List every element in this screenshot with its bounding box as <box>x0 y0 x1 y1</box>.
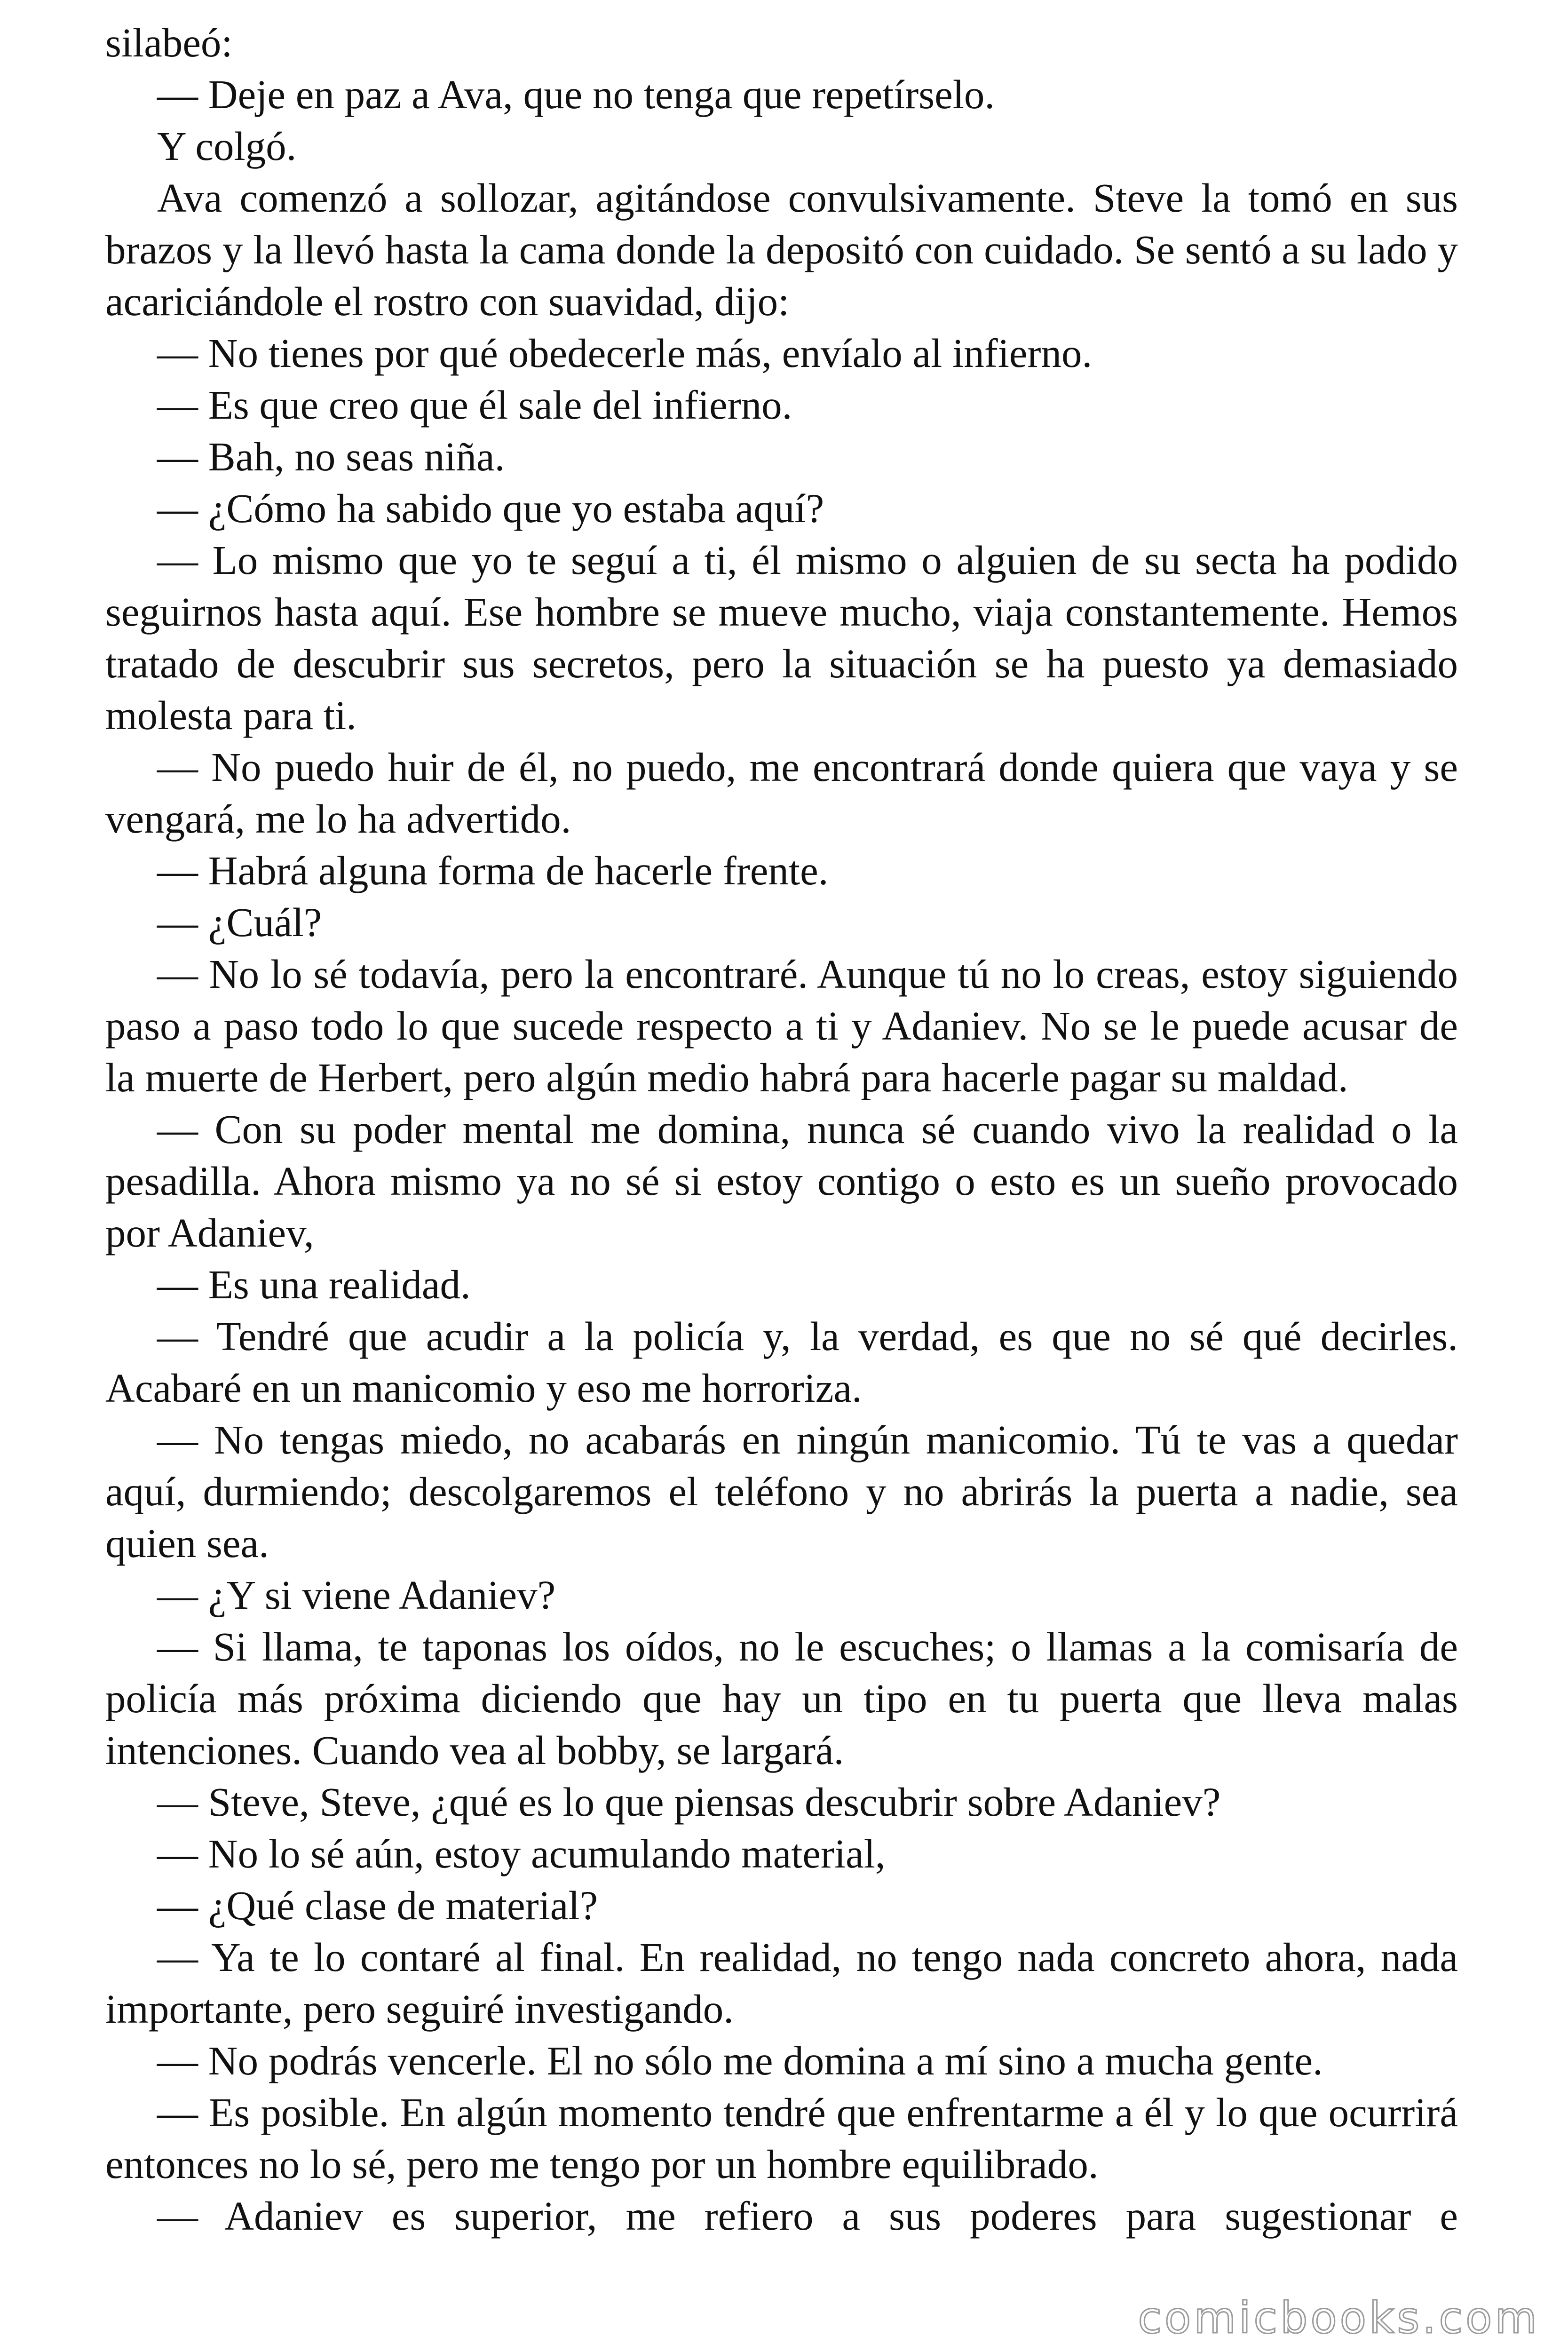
paragraph: — ¿Cómo ha sabido que yo estaba aquí? <box>157 485 824 531</box>
paragraph: — Tendré que acudir a la policía y, la verdad, es que no sé qué decirles. Acabaré en un manicomio y eso me horroriza. <box>105 1313 1458 1411</box>
paragraph: — No tienes por qué obedecerle más, envíalo al infierno. <box>157 330 1093 376</box>
paragraph: — Steve, Steve, ¿qué es lo que piensas descubrir sobre Adaniev? <box>157 1779 1221 1825</box>
paragraph: — ¿Cuál? <box>157 899 322 945</box>
paragraph: — No puedo huir de él, no puedo, me encontrará donde quiera que vaya y se vengará, me lo ha advertido. <box>105 744 1458 842</box>
watermark: comicbooks.com <box>1138 2293 1540 2343</box>
paragraph: Y colgó. <box>157 123 297 169</box>
paragraph: — No tengas miedo, no acabarás en ningún manicomio. Tú te vas a quedar aquí, durmiendo; descolgaremos el teléfono y no abrirás la puerta a nadie, sea quien sea. <box>105 1417 1458 1566</box>
paragraph: — Es posible. En algún momento tendré que enfrentarme a él y lo que ocurrirá entonces no lo sé, pero me tengo por un hombre equilibrado. <box>105 2090 1458 2187</box>
paragraph: — Adaniev es superior, me refiero a sus poderes para sugestionar e <box>157 2193 1458 2239</box>
paragraph: Ava comenzó a sollozar, agitándose convulsivamente. Steve la tomó en sus brazos y la llevó hasta la cama donde la depositó con cuidado. Se sentó a su lado y acariciándole el rostro con suavidad, dijo: <box>105 175 1458 324</box>
paragraph: — Si llama, te taponas los oídos, no le escuches; o llamas a la comisaría de policía más próxima diciendo que hay un tipo en tu puerta que lleva malas intenciones. Cuando vea al bobby, se largará. <box>105 1624 1458 1773</box>
paragraph: — ¿Qué clase de material? <box>157 1883 598 1928</box>
paragraph: — Lo mismo que yo te seguí a ti, él mismo o alguien de su secta ha podido seguirnos hasta aquí. Ese hombre se mueve mucho, viaja constantemente. Hemos tratado de descubrir sus secretos, pero la situación se ha puesto ya demasiado molesta para ti. <box>105 537 1458 738</box>
paragraph: — Bah, no seas niña. <box>157 434 505 479</box>
paragraph: — ¿Y si viene Adaniev? <box>157 1572 556 1618</box>
paragraph: silabeó: <box>105 20 233 65</box>
page-text <box>105 17 1458 2242</box>
paragraph: — Habrá alguna forma de hacerle frente. <box>157 848 829 893</box>
paragraph: — No lo sé todavía, pero la encontraré. Aunque tú no lo creas, estoy siguiendo paso a paso todo lo que sucede respecto a ti y Adaniev. No se le puede acusar de la muerte de Herbert, pero algún medio habrá para hacerle pagar su maldad. <box>105 951 1458 1100</box>
paragraph: — Con su poder mental me domina, nunca sé cuando vivo la realidad o la pesadilla. Ahora mismo ya no sé si estoy contigo o esto es un sueño provocado por Adaniev, <box>105 1106 1458 1255</box>
paragraph: — No lo sé aún, estoy acumulando material, <box>157 1831 886 1876</box>
paragraph: — Deje en paz a Ava, que no tenga que repetírselo. <box>157 72 995 117</box>
paragraph: — Es una realidad. <box>157 1262 471 1307</box>
paragraph: — Ya te lo contaré al final. En realidad, no tengo nada concreto ahora, nada importante, pero seguiré investigando. <box>105 1934 1458 2032</box>
paragraph: — No podrás vencerle. El no sólo me domina a mí sino a mucha gente. <box>157 2038 1323 2083</box>
paragraph: — Es que creo que él sale del infierno. <box>157 382 792 428</box>
